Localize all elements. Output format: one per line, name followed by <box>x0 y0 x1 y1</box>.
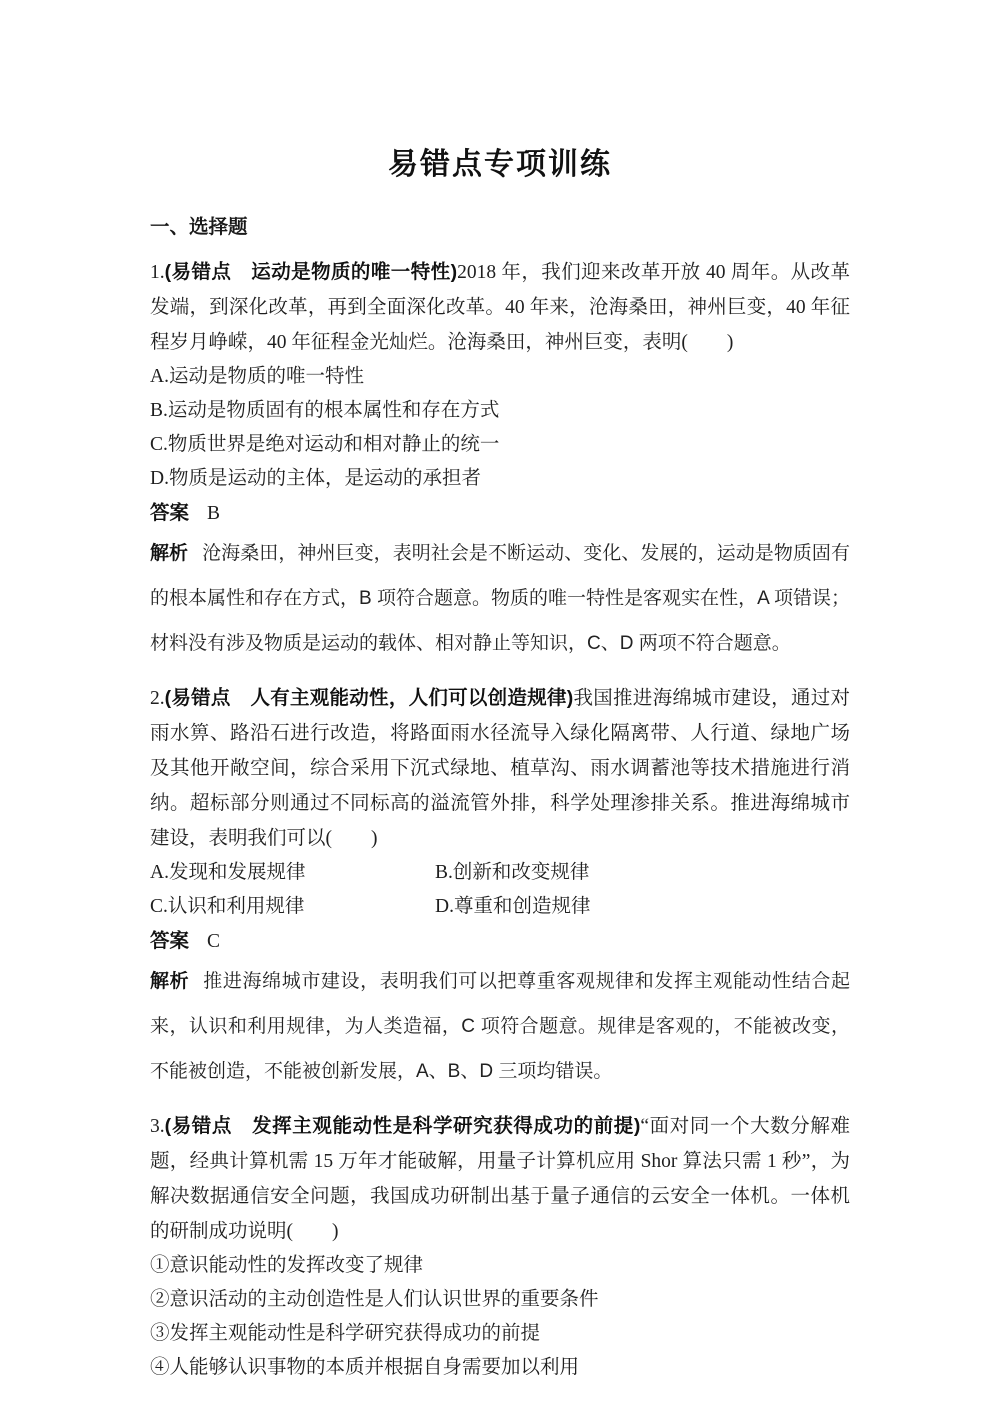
question-2-number: 2. <box>150 688 165 709</box>
question-2-answer-row <box>150 924 850 959</box>
question-1-stem <box>150 255 850 360</box>
question-2-option-d: D.尊重和创造规律 <box>435 896 591 917</box>
question-1-option-a: A.运动是物质的唯一特性 <box>150 366 364 387</box>
question-3-statement-1: ①意识能动性的发挥改变了规律 <box>150 1255 424 1276</box>
question-3-text: “面对同一个大数分解难题，经典计算机需 15 万年才能破解，用量子计算机应用 Shor 算法只需 1 秒”，为解决数据通信安全问题，我国成功研制出基于量子通信的云安全一体机。一体机的研制成功说明( ) <box>150 1116 850 1242</box>
answer-label: 答案 <box>150 502 190 524</box>
question-1-option-d: D.物质是运动的主体，是运动的承担者 <box>150 468 481 489</box>
question-3 <box>150 1109 850 1385</box>
section-heading: 一、选择题 <box>150 216 248 238</box>
question-2-analysis-row <box>150 959 850 1094</box>
question-3-number: 3. <box>150 1116 165 1137</box>
question-3-statement-4: ④人能够认识事物的本质并根据自身需要加以利用 <box>150 1357 580 1378</box>
answer-label: 答案 <box>150 930 190 952</box>
question-3-tag: (易错点 发挥主观能动性是科学研究获得成功的前提) <box>164 1115 641 1137</box>
question-2-answer-value: C <box>207 931 221 952</box>
question-2-option-a: A.发现和发展规律 <box>150 862 306 883</box>
question-1-answer-row <box>150 496 850 531</box>
question-2-analysis-text: 推进海绵城市建设，表明我们可以把尊重客观规律和发挥主观能动性结合起来，认识和利用规律，为人类造福，C 项符合题意。规律是客观的，不能被改变，不能被创造，不能被创新发展，A、B、D 三项均错误。 <box>150 971 850 1082</box>
analysis-label: 解析 <box>150 971 190 992</box>
question-1-analysis-text: 沧海桑田，神州巨变，表明社会是不断运动、变化、发展的，运动是物质固有的根本属性和存在方式，B 项符合题意。物质的唯一特性是客观实在性，A 项错误；材料没有涉及物质是运动的载体、相对静止等知识，C、D 两项不符合题意。 <box>150 543 850 654</box>
question-3-statement-3: ③发挥主观能动性是科学研究获得成功的前提 <box>150 1323 541 1344</box>
question-3-stem <box>150 1109 850 1249</box>
page-title: 易错点专项训练 <box>388 148 612 181</box>
question-1-option-c: C.物质世界是绝对运动和相对静止的统一 <box>150 434 500 455</box>
question-2-stem <box>150 681 850 856</box>
question-1-number: 1. <box>150 262 165 283</box>
question-2-text: 我国推进海绵城市建设，通过对雨水箅、路沿石进行改造，将路面雨水径流导入绿化隔离带、人行道、绿地广场及其他开敞空间，综合采用下沉式绿地、植草沟、雨水调蓄池等技术措施进行消纳。超标部分则通过不同标高的溢流管外排，科学处理渗排关系。推进海绵城市建设，表明我们可以( ) <box>150 688 850 849</box>
question-1-option-b: B.运动是物质固有的根本属性和存在方式 <box>150 400 500 421</box>
question-1-tag: (易错点 运动是物质的唯一特性) <box>164 261 458 283</box>
question-1-analysis-row <box>150 531 850 666</box>
analysis-label: 解析 <box>150 543 189 564</box>
question-1-answer-value: B <box>207 503 221 524</box>
question-2-options <box>150 856 850 924</box>
question-2-tag: (易错点 人有主观能动性，人们可以创造规律) <box>164 687 574 709</box>
question-1-text: 2018 年，我们迎来改革开放 40 周年。从改革发端，到深化改革，再到全面深化改革。40 年来，沧海桑田，神州巨变，40 年征程岁月峥嵘，40 年征程金光灿烂。沧海桑田，神州巨变，表明( ) <box>150 262 850 353</box>
question-2-option-c: C.认识和利用规律 <box>150 896 305 917</box>
question-2-option-b: B.创新和改变规律 <box>435 862 590 883</box>
question-1 <box>150 255 850 666</box>
question-3-statement-2: ②意识活动的主动创造性是人们认识世界的重要条件 <box>150 1289 599 1310</box>
question-2 <box>150 681 850 1094</box>
